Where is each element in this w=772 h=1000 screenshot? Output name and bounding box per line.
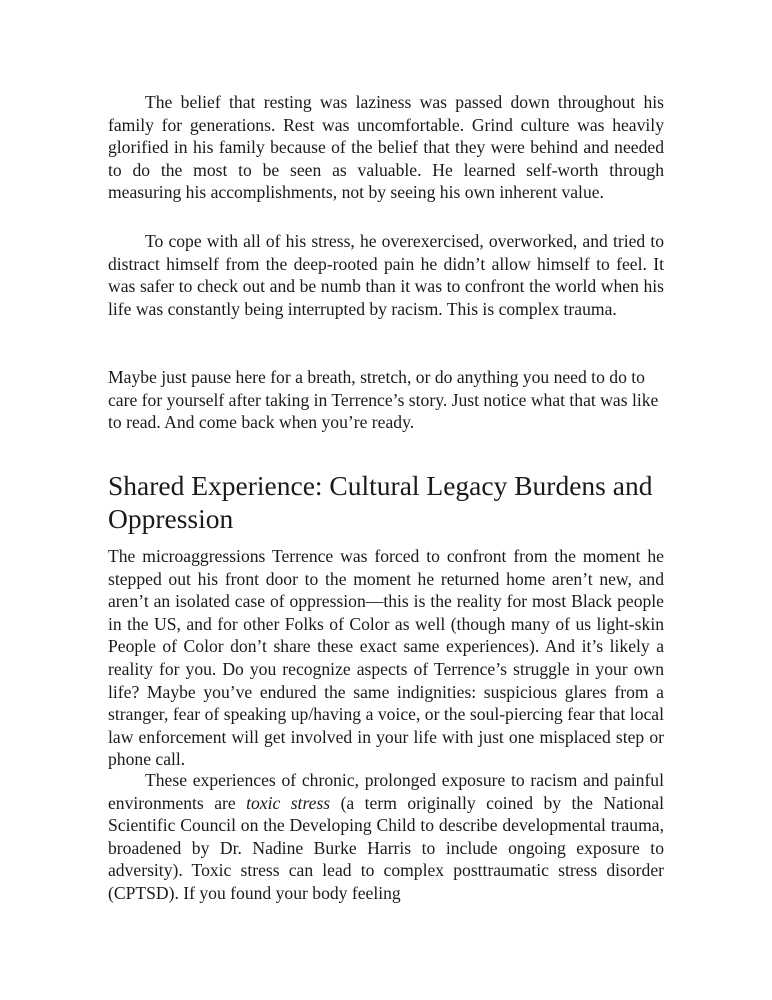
body-paragraph-rest-belief: The belief that resting was laziness was passed down throughout his family for generations. Rest was uncomfortable. Grind culture was heavily glorified in his family because of the belief that they were behind and needed to do the most to be seen as valuable. He learned self-worth through measuring his accomplishments, not by seeing his own inherent value.	[108, 92, 664, 203]
body-paragraph-toxic-stress	[108, 769, 664, 905]
pause-note-paragraph: Maybe just pause here for a breath, stretch, or do anything you need to do to care for yourself after taking in Terrence’s story. Just notice what that was like to read. And come back when you’re ready.	[108, 367, 659, 433]
section-heading: Shared Experience: Cultural Legacy Burdens and Oppression	[108, 470, 653, 534]
toxic-stress-text-after: (a term originally coined by the National Scientific Council on the Developing Child to describe developmental trauma, broadened by Dr. Nadine Burke Harris to include ongoing exposure to adversity). Toxic stress can lead to complex posttraumatic stress disorder (CPTSD). If you found your body feeling	[108, 792, 664, 903]
toxic-stress-term: toxic stress	[246, 792, 331, 813]
body-paragraph-coping: To cope with all of his stress, he overexercised, overworked, and tried to distract himself from the deep-rooted pain he didn’t allow himself to feel. It was safer to check out and be numb than it was to confront the world when his life was constantly being interrupted by racism. This is complex trauma.	[108, 231, 664, 319]
toxic-stress-text-before: These experiences of chronic, prolonged exposure to racism and painful environments are	[108, 770, 664, 813]
body-paragraph-microaggressions: The microaggressions Terrence was forced to confront from the moment he stepped out his front door to the moment he returned home aren’t new, and aren’t an isolated case of oppression—this is the reality for most Black people in the US, and for other Folks of Color as well (though many of us light-skin People of Color don’t share these exact same experiences). And it’s likely a reality for you. Do you recognize aspects of Terrence’s struggle in your own life? Maybe you’ve endured the same indignities: suspicious glares from a stranger, fear of speaking up/having a voice, or the soul-piercing fear that local law enforcement will get involved in your life with just one misplaced step or phone call.	[108, 546, 664, 770]
